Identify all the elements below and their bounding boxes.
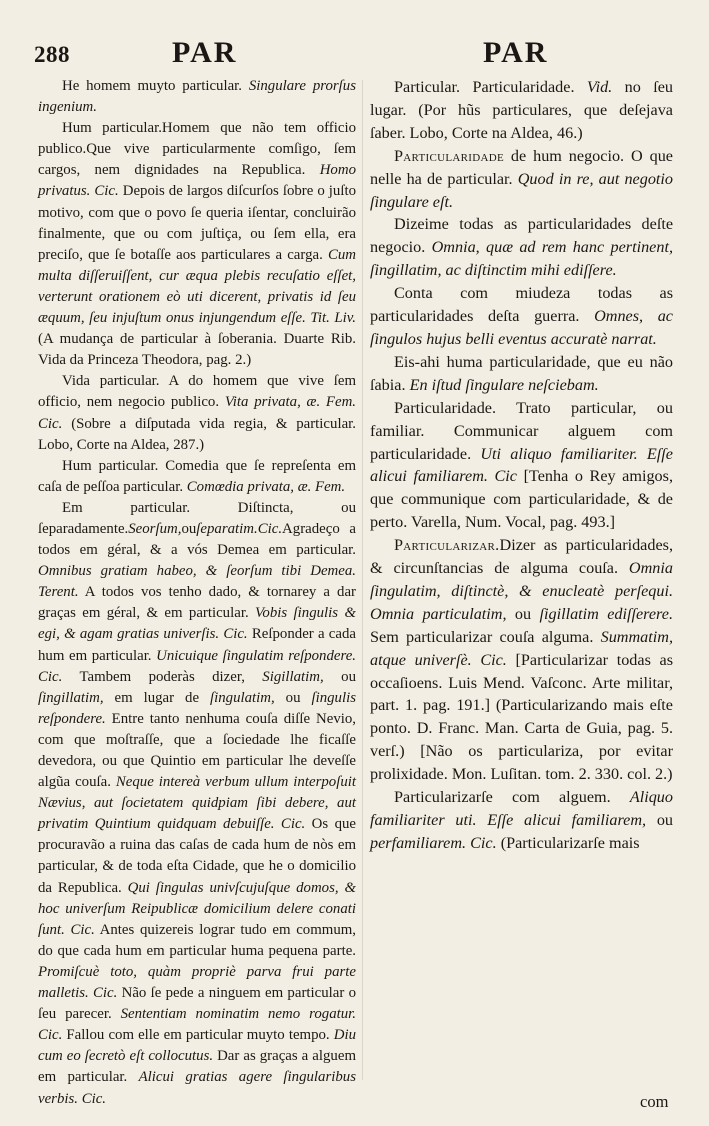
entry-text: He homem muyto particular.	[62, 78, 249, 94]
dictionary-entry	[370, 282, 673, 351]
latin-text: Uti aliquo familiariter. Eſſe alicui familiarem. Cic	[370, 444, 673, 486]
dictionary-entry	[38, 76, 356, 118]
entry-text: A todos vos tenho dado, & tornarey a dar graças em géral, & em particular.	[38, 584, 356, 622]
entry-text: Dar as graças a alguem em particular.	[38, 1048, 356, 1086]
latin-text: Omnia ſingulatim, diſtinctè, & enucleatè perſequi. Omnia particulatim,	[370, 559, 673, 623]
right-column	[370, 76, 673, 855]
latin-text: Vid.	[586, 78, 613, 96]
entry-text: Particular. Particularidade.	[394, 78, 587, 96]
dictionary-entry	[370, 76, 673, 145]
latin-text: En iſtud ſingulare neſciebam.	[409, 375, 599, 394]
latin-text: Omnia, quæ ad rem hanc pertinent, ſingillatim, ac diſtinctim mihi ediſſere.	[370, 238, 673, 280]
latin-text: Summatim, atque univerſè. Cic.	[370, 627, 673, 669]
entry-text: (Sobre a diſputada vida regia, & particular. Lobo, Corte na Aldea, 287.)	[38, 415, 356, 453]
entry-text: [Particularizar todas as occaſioens. Luis Mend. Vaſconc. Arte militar, part. 1. pag. 191.] (Particularizando mais eſte ponto. D. Franc. Man. Carta de Guia, pag. 5. verſ.) [Não os particulariza, por evitar prolixidade. Mon. Luſitan. tom. 2. 330. col. 2.)	[370, 650, 673, 784]
running-head-left: PAR	[172, 36, 238, 69]
entry-text: no ſeu lugar. (Por hũs particulares, que deſejava ſaber. Lobo, Corte na Aldea, 46.)	[370, 78, 673, 142]
latin-text: Alicui gratias agere ſingularibus verbis. Cic.	[38, 1069, 356, 1107]
dictionary-entry	[38, 498, 356, 1110]
entry-text: ou	[274, 689, 312, 706]
latin-text: Unicuique ſingulatim reſpondere. Cic.	[38, 647, 356, 685]
latin-text: Omnibus gratiam habeo, & ſeorſum tibi Demea. Terent.	[38, 563, 356, 601]
latin-text: Vita privata, æ. Fem. Cic.	[38, 394, 356, 432]
entry-text: Vida particular. A do homem que vive ſem officio, nem negocio publico.	[38, 373, 356, 411]
entry-text: Dizer as particularidades, & circunſtancias de alguma couſa.	[370, 536, 673, 578]
latin-text: ſingillatim,	[38, 689, 104, 706]
entry-text: [Tenha o Rey amigos, que communique com particularidade, & de perto. Varella, Num. Vocal, pag. 493.]	[370, 467, 673, 532]
dictionary-entry	[370, 145, 673, 214]
entry-text: Depois de largos diſcurſos ſobre o juſto motivo, com que o povo ſe queria iſentar, concluirão finalmente, que ou com juſtiça, ou ſem ella, era preciſo, que ſe botaſſe aos particulares a carga.	[38, 183, 356, 263]
entry-text: Os que procuravão a ruina das caſas de cada hum de nòs em particular, & de toda eſta Cidade, que he o domicilio da Republica.	[38, 816, 356, 896]
entry-text: ou	[506, 604, 540, 623]
entry-text: ou	[181, 520, 197, 537]
entry-text: Reſponder a cada hum em particular.	[38, 626, 356, 664]
running-head-right: PAR	[483, 36, 549, 69]
dictionary-entry	[370, 786, 673, 855]
entry-text: em lugar de	[103, 689, 210, 706]
entry-text: Entre tanto nenhuma couſa diſſe Nevio, com que moſtraſſe, que a ſociedade lhe ficaſſe devedora, ou que Quintio em particular lhe deveſſe algũa couſa.	[38, 710, 356, 791]
dictionary-entry	[38, 456, 356, 498]
latin-text: perfamiliarem. Cic.	[370, 833, 497, 852]
latin-text: Cum multa diſſeruiſſent, cur æqua plebis recuſatio eſſet, verterunt orationem eò uti dicerent, privatis id ſeu æquum, ſeu injuſtum onus injungendum eſſe. Tit. Liv.	[38, 246, 356, 327]
latin-text: Aliquo familiariter uti. Eſſe alicui familiarem,	[370, 788, 673, 829]
entry-text: ou	[323, 668, 356, 685]
catchword: com	[640, 1092, 669, 1111]
entry-text: Eis-ahi huma particularidade, que eu não ſabia.	[370, 352, 673, 394]
latin-text: Sigillatim,	[262, 668, 324, 685]
latin-text: Qui ſingulas univſcujuſque domos, & hoc univerſum Reipublicæ domicilium delere conati ſunt. Cic.	[38, 879, 356, 938]
entry-text: Hum particular. Comedia que ſe repreſenta em caſa de peſſoa particular.	[38, 457, 356, 495]
dictionary-entry	[370, 351, 673, 397]
entry-text: Dizeime todas as particularidades deſte negocio.	[370, 215, 673, 257]
dictionary-entry	[38, 371, 356, 455]
entry-text: Fallou com elle em particular muyto tempo.	[62, 1027, 334, 1044]
latin-text: Homo privatus. Cic.	[38, 162, 356, 200]
latin-text: Neque intereà verbum ullum interpoſuit Nævius, aut ſocietatem quidpiam ſibi debere, aut privatim Quintium quidquam debuiſſe. Cic.	[38, 774, 356, 833]
latin-text: Vobis ſingulis & egi, & agam gratias univerſis. Cic.	[38, 605, 356, 643]
latin-text: Omnes, ac ſingulos hujus belli eventus accuratè narrat.	[370, 307, 673, 348]
column-divider	[362, 80, 363, 1080]
entry-text: de hum negocio. O que nelle ha de particular.	[370, 146, 673, 188]
latin-text: Seorſum,	[128, 520, 182, 537]
entry-text: (Particularizarſe mais	[496, 833, 640, 852]
page-number: 288	[34, 42, 70, 67]
entry-text: Agradeço a todos em géral, & a vós Demea em particular.	[38, 520, 356, 559]
latin-text: Sententiam nominatim nemo rogatur. Cic.	[38, 1006, 357, 1044]
dictionary-entry	[370, 213, 673, 282]
headword: Particularizar.	[394, 536, 500, 555]
latin-text: Singulare prorſus ingenium.	[38, 78, 356, 116]
entry-text: Antes quizereis lograr tudo em commum, do que cada hum em particular huma pequena parte.	[38, 921, 356, 959]
latin-text: ſingulatim,	[209, 689, 275, 706]
latin-text: ſigillatim ediſſerere.	[539, 604, 673, 623]
entry-text: Tambem poderàs dizer,	[62, 668, 263, 685]
left-column	[38, 76, 356, 1110]
latin-text: Diu cum eo ſecretò eſt collocutus.	[38, 1027, 356, 1065]
entry-text: Particularidade. Trato particular, ou familiar. Communicar alguem com particularidade.	[370, 398, 673, 463]
entry-text: (A mudança de particular à ſoberania. Duarte Rib. Vida da Princeza Theodora, pag. 2.)	[38, 331, 356, 369]
latin-text: ſingulis reſpondere.	[38, 689, 356, 727]
dictionary-entry	[38, 118, 356, 371]
entry-text: Em particular. Diſtincta, ou ſeparadamente.	[38, 499, 356, 537]
headword: Particularidade	[394, 146, 504, 165]
latin-text: ſeparatim.Cic.	[196, 520, 283, 537]
latin-text: Promiſcuè toto, quàm propriè parva frui parte malletis. Cic.	[38, 963, 356, 1002]
latin-text: Quod in re, aut negotio ſingulare eſt.	[370, 169, 674, 211]
entry-text: Particularizarſe com alguem.	[394, 788, 630, 807]
entry-text: ou	[646, 811, 674, 829]
entry-text: Conta com miudeza todas as particularidades deſta guerra.	[370, 284, 673, 326]
entry-text: Sem particularizar couſa alguma.	[370, 627, 601, 646]
dictionary-entry	[370, 397, 673, 534]
dictionary-entry	[370, 534, 673, 786]
latin-text: Comœdia privata, æ. Fem.	[186, 478, 346, 495]
entry-text: Hum particular.Homem que não tem officio publico.Que vive particularmente comſigo, ſem cargos, nem dignidades na Republica.	[38, 120, 356, 179]
entry-text: Não ſe pede a ninguem em particular o ſeu parecer.	[38, 985, 357, 1023]
page-header	[0, 0, 709, 72]
